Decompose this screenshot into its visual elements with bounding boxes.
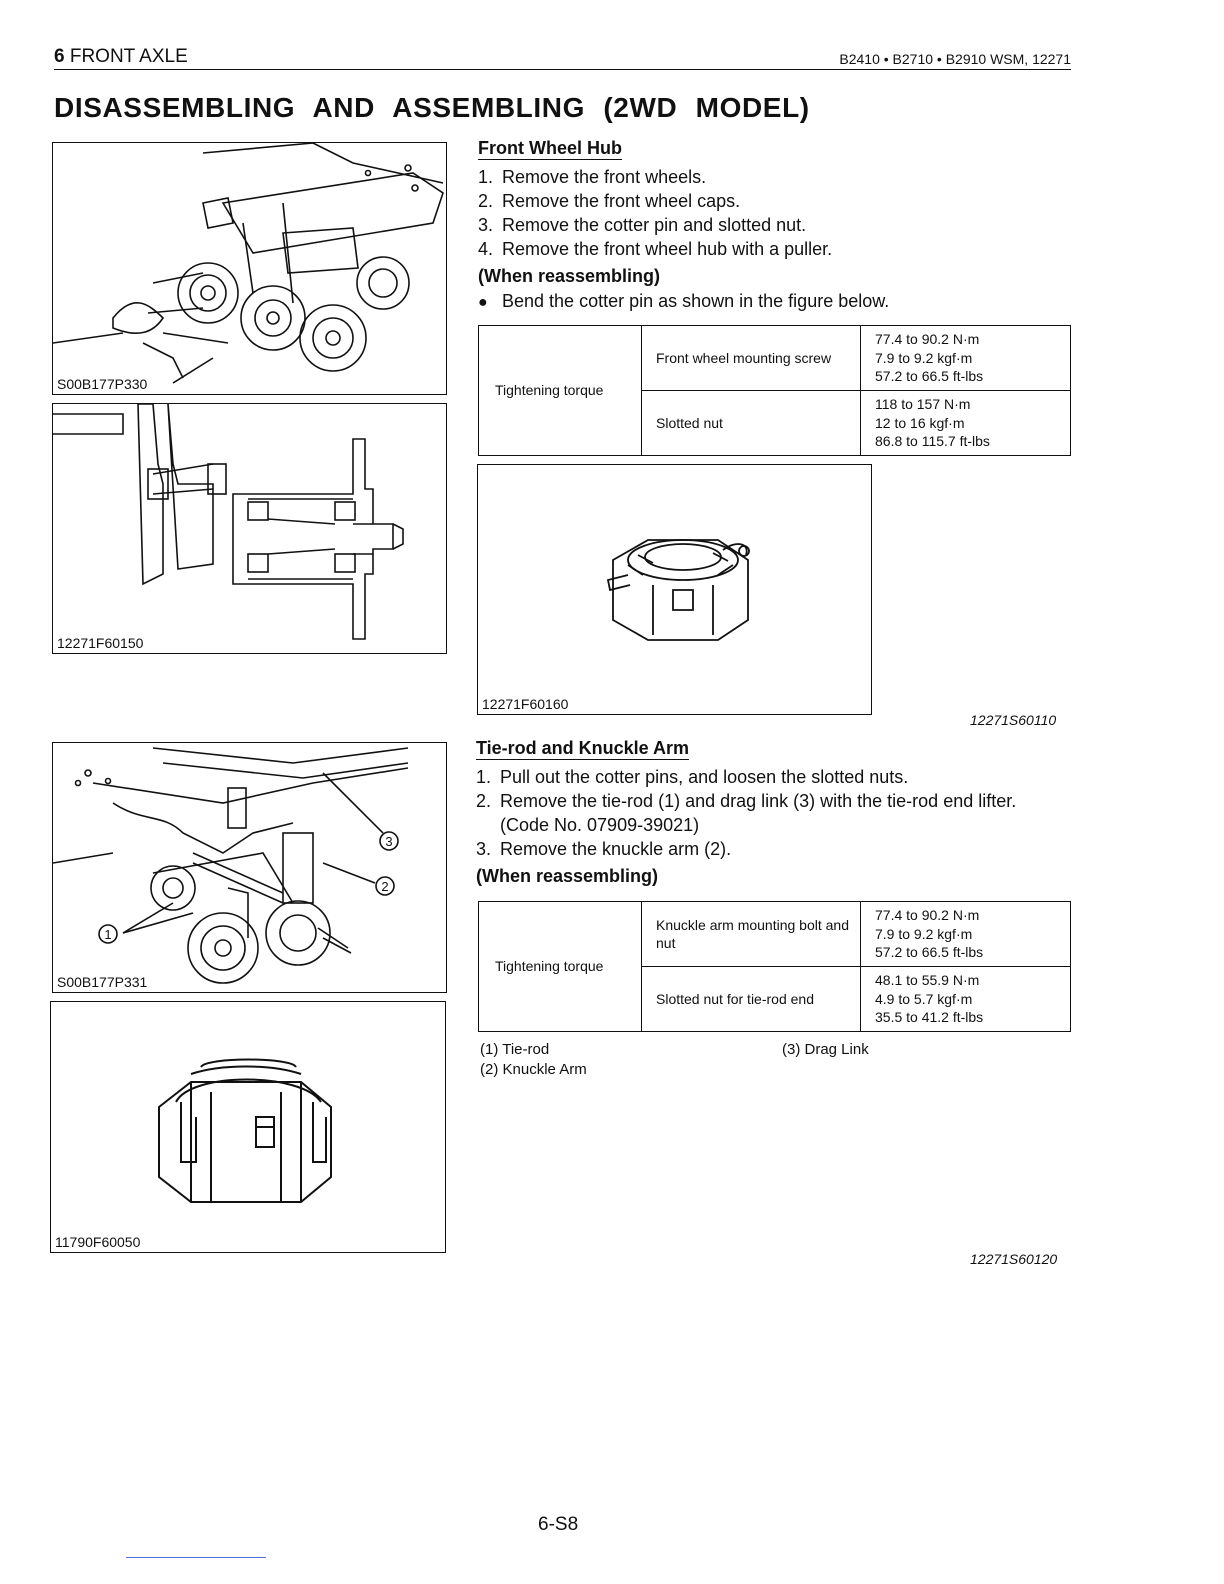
figure-code: 11790F60050 <box>55 1234 141 1250</box>
section-header <box>54 46 188 68</box>
torque-table-hub <box>478 325 1071 456</box>
reassembling-title: (When reassembling) <box>478 266 661 286</box>
torque-values: 77.4 to 90.2 N·m 7.9 to 9.2 kgf·m 57.2 to 66.5 ft-lbs <box>861 902 1071 967</box>
header-rule <box>54 69 1071 70</box>
list-item: 2. Remove the tie-rod (1) and drag link (3) with the tie-rod end lifter. <box>476 791 1017 811</box>
hub-puller-illustration <box>53 143 447 395</box>
list-item: (Code No. 07909-39021) <box>500 815 700 835</box>
figure-code: S00B177P331 <box>57 974 148 990</box>
callout-1: 1 <box>104 927 112 942</box>
page-number: 6-S8 <box>538 1514 579 1535</box>
reference-code: 12271S60120 <box>970 1251 1058 1267</box>
torque-values: 118 to 157 N·m 12 to 16 kgf·m 86.8 to 115.7 ft-lbs <box>861 391 1071 456</box>
legend-item: (3) Drag Link <box>782 1041 869 1058</box>
torque-item: Slotted nut <box>642 391 861 456</box>
callout-2: 2 <box>381 879 389 894</box>
legend-item: (1) Tie-rod <box>480 1041 550 1058</box>
page-title: DISASSEMBLING AND ASSEMBLING (2WD MODEL) <box>54 92 810 123</box>
document-reference: B2410 • B2710 • B2910 WSM, 12271 <box>839 51 1071 67</box>
tie-rod-section <box>476 738 689 759</box>
list-item: 2. Remove the front wheel caps. <box>478 191 741 211</box>
bullet-icon: ● <box>478 294 488 311</box>
figure-cotter-pin-bend <box>477 464 872 715</box>
torque-values: 48.1 to 55.9 N·m 4.9 to 5.7 kgf·m 35.5 to 41.2 ft-lbs <box>861 967 1071 1032</box>
figure-code: S00B177P330 <box>57 376 148 392</box>
figure-tie-rod-knuckle <box>52 742 447 993</box>
section-title: Tie-rod and Knuckle Arm <box>476 738 690 758</box>
torque-label: Tightening torque <box>479 326 642 456</box>
reference-code: 12271S60110 <box>970 712 1057 728</box>
list-item: 3. Remove the cotter pin and slotted nut. <box>478 215 807 235</box>
list-item: 1. Pull out the cotter pins, and loosen the slotted nuts. <box>476 767 909 787</box>
section-number: 6 <box>54 46 65 67</box>
figure-hub-puller <box>52 142 447 395</box>
list-item: 1. Remove the front wheels. <box>478 167 707 187</box>
torque-values: 77.4 to 90.2 N·m 7.9 to 9.2 kgf·m 57.2 to 66.5 ft-lbs <box>861 326 1071 391</box>
figure-code: 12271F60150 <box>57 635 144 651</box>
hub-section-illustration <box>53 404 447 654</box>
front-wheel-hub-section <box>478 138 622 159</box>
torque-item: Knuckle arm mounting bolt and nut <box>642 902 861 967</box>
torque-item: Slotted nut for tie-rod end <box>642 967 861 1032</box>
legend-item: (2) Knuckle Arm <box>480 1061 587 1078</box>
nut-cotter-illustration <box>51 1002 446 1253</box>
torque-label: Tightening torque <box>479 902 642 1032</box>
slotted-nut-illustration <box>478 465 872 715</box>
scan-artifact-line <box>126 1557 266 1558</box>
tie-rod-steps <box>476 765 1016 861</box>
figure-slotted-nut <box>50 1001 446 1253</box>
figure-code: 12271F60160 <box>482 696 569 712</box>
list-item: 4. Remove the front wheel hub with a puller. <box>478 239 833 259</box>
reassembling-title: (When reassembling) <box>476 866 659 886</box>
bullet-note: ● Bend the cotter pin as shown in the figure below. <box>478 291 890 311</box>
torque-table-tie-rod <box>478 901 1071 1032</box>
callout-3: 3 <box>385 834 393 849</box>
section-name: FRONT AXLE <box>69 46 188 67</box>
figure-hub-cross-section <box>52 403 447 654</box>
list-item: 3. Remove the knuckle arm (2). <box>476 839 732 859</box>
torque-item: Front wheel mounting screw <box>642 326 861 391</box>
front-wheel-hub-steps <box>478 165 832 261</box>
section-title: Front Wheel Hub <box>478 138 622 158</box>
tie-rod-illustration <box>53 743 447 993</box>
